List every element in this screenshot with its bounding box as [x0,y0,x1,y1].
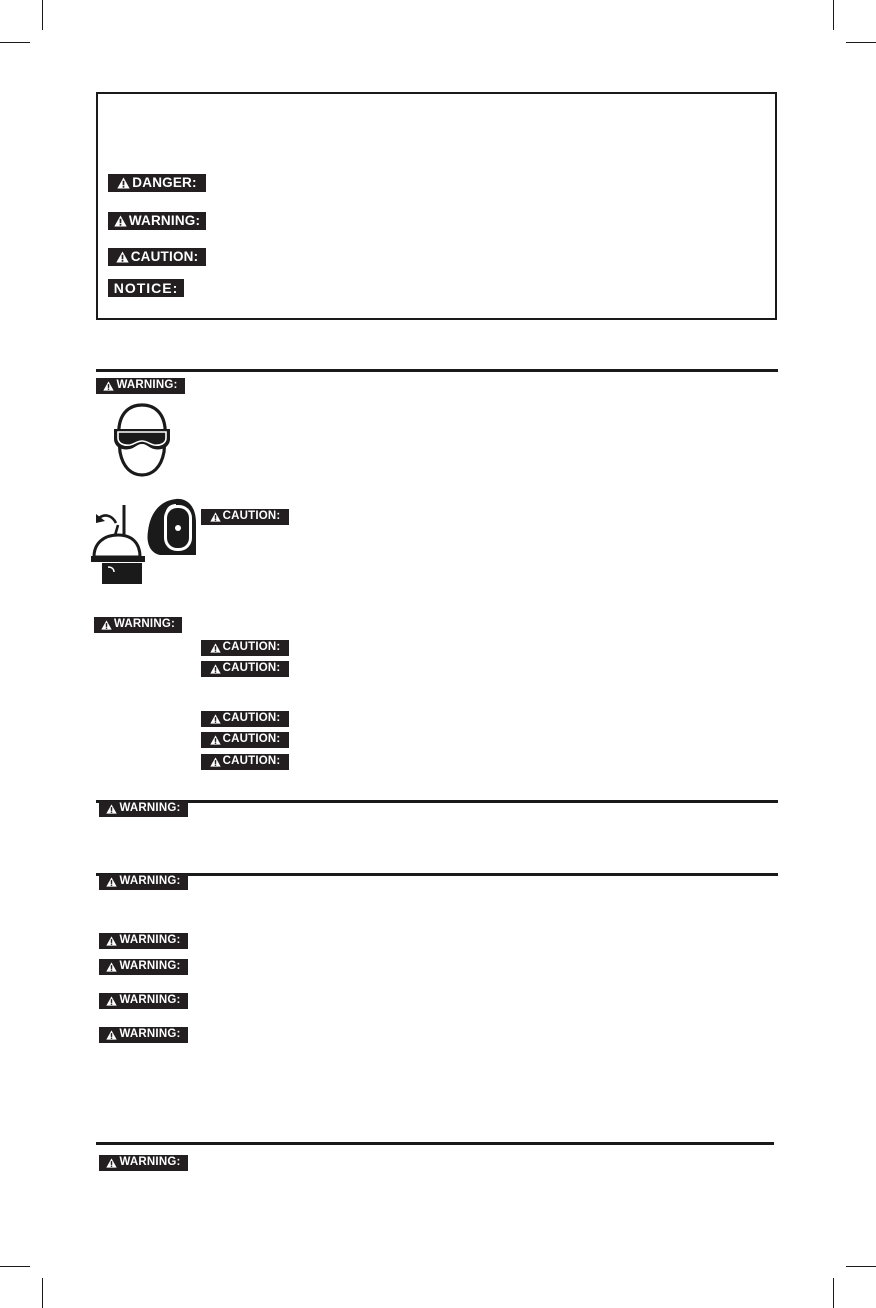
caution-label-item: CAUTION: [201,640,289,656]
caution-label-item: CAUTION: [201,711,289,727]
warning-triangle-icon [210,735,221,745]
warning-triangle-icon [116,251,129,263]
warning-triangle-icon [106,1158,117,1168]
warning-triangle-icon [106,996,117,1006]
ear-protection-icon [142,495,198,563]
caution-label-item: CAUTION: [201,732,289,748]
hard-hat-icon [88,497,150,585]
caution-label-item: CAUTION: [201,754,289,770]
warning-label-item: WARNING: [99,1027,188,1043]
crop-mark [42,0,43,30]
signal-word-legend [96,92,777,320]
warning-label-item: WARNING: [99,993,188,1009]
section-warning-label: WARNING: [99,874,188,890]
warning-triangle-icon [114,215,127,227]
section-warning-label: WARNING: [99,801,188,817]
caution-label-item: CAUTION: [201,661,289,677]
warning-triangle-icon [106,962,117,972]
warning-triangle-icon [210,512,221,522]
crop-mark [0,42,30,43]
warning-label-item: WARNING: [99,959,188,975]
warning-triangle-icon [103,381,114,391]
warning-triangle-icon [106,804,117,814]
warning-label: WARNING: [108,212,206,230]
warning-triangle-icon [106,877,117,887]
warning-triangle-icon [210,664,221,674]
safety-goggles-icon [108,402,176,478]
warning-triangle-icon [106,936,117,946]
warning-triangle-icon [106,1030,117,1040]
caution-label: CAUTION: [108,248,206,266]
section-rule [96,873,778,876]
crop-mark [846,42,876,43]
general-warning-label: WARNING: [94,617,182,633]
crop-mark [833,1278,834,1308]
notice-label: NOTICE: [108,279,184,297]
crop-mark [846,1266,876,1267]
warning-triangle-icon [210,714,221,724]
hearing-caution-label: CAUTION: [201,509,289,525]
crop-mark [0,1266,30,1267]
section-rule [96,800,778,803]
crop-mark [42,1278,43,1308]
warning-triangle-icon [117,177,130,189]
final-warning-label: WARNING: [99,1155,188,1171]
section-rule [96,369,778,372]
warning-label-item: WARNING: [99,933,188,949]
eye-protection-warning-label: WARNING: [96,378,185,394]
danger-label: DANGER: [108,174,206,192]
warning-triangle-icon [101,620,112,630]
warning-triangle-icon [210,757,221,767]
section-rule [96,1142,774,1145]
crop-mark [833,0,834,30]
warning-triangle-icon [210,643,221,653]
